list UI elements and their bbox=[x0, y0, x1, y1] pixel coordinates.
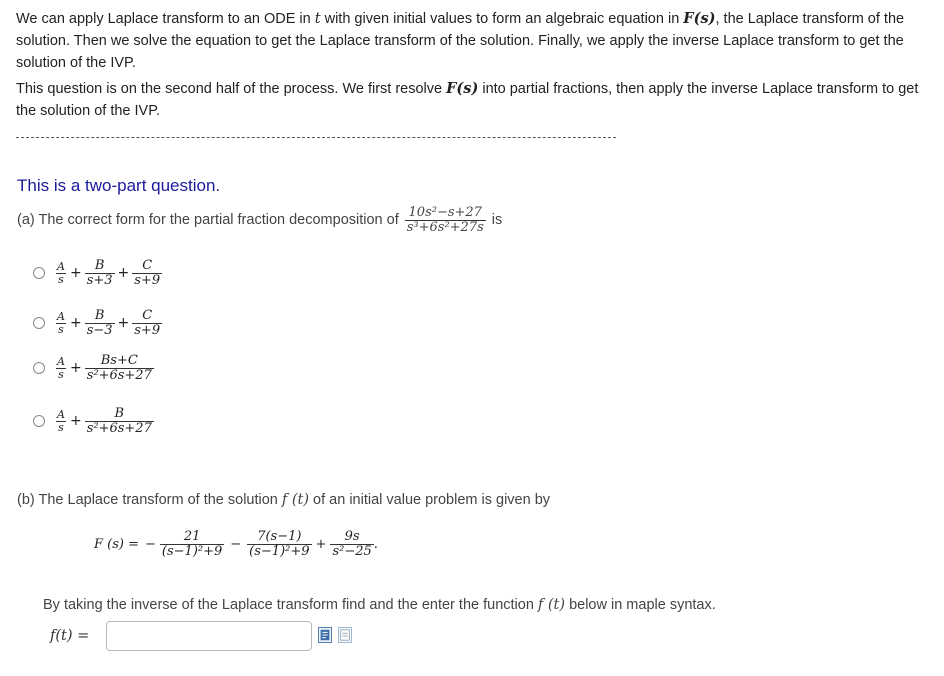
option-3-radio[interactable] bbox=[33, 362, 45, 374]
option-1[interactable]: $\frac{A}{s}$ + $\frac{B}{s+3}$ + $\frac{C}{s+9}$ bbox=[33, 259, 162, 288]
part-a-fraction: $\frac{\text{10s²−s+27}}{\text{s³+6s²+27s}}$ bbox=[406, 205, 484, 235]
two-part-title: This is a two-part question. bbox=[17, 176, 221, 195]
intro-paragraph-1: We can apply Laplace transform to an ODE in t with given initial values to form an algebraic equation in F(s), the Laplace transform of the solution. Then we solve the equation to get the Laplace transform of the solution. Finally, we apply the inverse Laplace transform to get the solution of the IVP. bbox=[16, 10, 905, 71]
answer-input[interactable] bbox=[106, 621, 312, 651]
option-1-radio[interactable] bbox=[33, 267, 45, 279]
part-b-prompt: (b) The Laplace transform of the solution f (t) of an initial value problem is given by bbox=[17, 492, 551, 508]
option-2[interactable]: $\frac{A}{s}$ + $\frac{B}{s-3}$ + $\frac{C}{s+9}$ bbox=[33, 309, 162, 338]
answer-label: f(t) = bbox=[50, 628, 90, 644]
option-2-radio[interactable] bbox=[33, 317, 45, 329]
part-a-prompt: (a) The correct form for the partial fraction decomposition of $\frac{\text{10s²−s+27}}{\text{s³+6s²+27s}}$ is bbox=[17, 205, 503, 235]
option-4-radio[interactable] bbox=[33, 415, 45, 427]
separator-line bbox=[16, 137, 616, 138]
option-4[interactable]: $\frac{A}{s}$ + $\frac{B}{\text{s²+6s+27}}$ bbox=[33, 407, 154, 436]
equation-editor-icon[interactable] bbox=[318, 627, 332, 643]
option-3[interactable]: $\frac{A}{s}$ + $\frac{Bs+C}{\text{s²+6s+27}}$ bbox=[33, 354, 154, 383]
intro-paragraph-2: This question is on the second half of the process. We first resolve F(s) into partial fractions, then apply the inverse Laplace transform to get the solution of the IVP. bbox=[16, 80, 919, 119]
preview-icon[interactable] bbox=[338, 627, 352, 643]
instruction-text: By taking the inverse of the Laplace transform find and the enter the function f (t) below in maple syntax. bbox=[43, 597, 716, 613]
laplace-equation: F (s) = − $\frac{21}{\text{(s−1)²+9}}$ − $\frac{7(s-1)}{\text{(s−1)²+9}}$ + $\frac{9s}{\text{s²−25}}$ . bbox=[94, 529, 378, 559]
